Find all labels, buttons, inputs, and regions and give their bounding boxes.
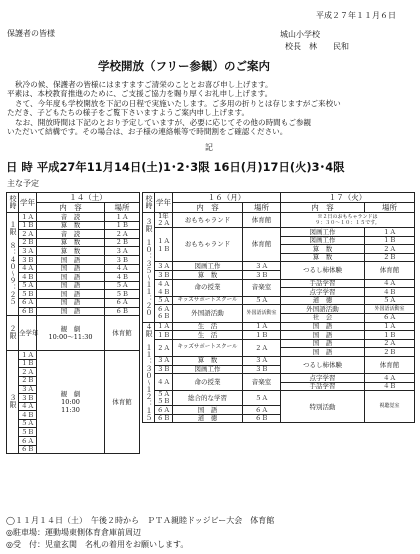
table-cell: ５Ａ [243,296,281,305]
table-cell: 社 会 [281,313,365,322]
header-day-16: １６（月） [173,193,281,203]
table-cell: 図画工作 [281,236,365,245]
table-cell: ２Ａ [19,230,37,239]
header-day-17: １７（火） [281,193,415,203]
event-note: ◯１１月１４日（土） 午後２時から ＰＴＡ親睦ドッジビー大会 体育館 [6,516,275,525]
table-cell: 算 数 [281,245,365,254]
table-cell: 視聴覚室 [365,391,415,423]
table-cell: 生 活 [173,322,243,331]
table-cell: １Ｂ [19,359,37,368]
table-cell: 外国語活動室 [365,305,415,314]
reception-note: ◎受 付：児童玄関 名札の着用をお願いします。 [6,540,189,549]
table-cell: 国 語 [281,348,365,357]
table-cell: 国 語 [37,281,105,290]
table-cell: １Ａ [243,322,281,331]
table-cell: 国 語 [281,322,365,331]
principal-name: 校長 林 民和 [285,42,349,51]
table-cell: ５Ａ [155,296,173,305]
table-cell: １Ｂ [19,221,37,230]
intro-line: 秋冷の候、保護者の皆様にはますますご清栄のこととお喜び申し上げます。 [15,80,273,89]
document-date: 平成２７年１１月６日 [316,11,396,20]
table-cell: ４Ａ [155,374,173,391]
table-cell: ５Ｂ [19,428,37,437]
header-place: 場所 [105,203,140,213]
table-cell: ３Ａ [19,385,37,394]
intro-line: なお、開放時間は下記のとおり予定していますが、必要に応じてその他の時間もご参観 [15,117,312,127]
table-cell: ５Ａ [105,281,140,290]
table-cell: 観 劇 10:00〜11:30 [37,316,105,351]
plan-heading: 主な予定 [7,179,39,188]
table-cell: 生 活 [173,331,243,340]
table-cell: ３Ｂ [243,270,281,279]
table-cell: つるし柿体験 [281,262,365,279]
table-cell: ２Ｂ [19,376,37,385]
table-cell: ４Ａ [365,374,415,383]
table-cell: 図画工作 [281,228,365,237]
table-cell: ２Ａ [19,368,37,377]
table-cell: 国 語 [173,406,243,415]
intro-line: 平素は、本校教育推進のために、ご支援ご協力を賜り厚くお礼申し上げます。 [7,89,273,99]
table-cell: 音楽室 [243,279,281,296]
table-cell: ６Ｂ [19,307,37,316]
header-content: 内 容 [281,203,365,213]
table-cell: ３Ｂ [105,255,140,264]
table-cell: ２Ａ [155,339,173,356]
table-cell: ４Ｂ [365,382,415,391]
table-cell: １Ｂ [243,331,281,340]
table-cell: 体育館 [105,316,140,351]
table-cell: ４Ｂ [365,288,415,297]
table-cell: キッズサポートスクール [173,296,243,305]
header-period: 校時 [143,193,155,213]
table-cell: ３Ｂ [155,365,173,374]
intro-line: いただいて結構です。その場合は、お子様の連絡帳等で時間割をご確認ください。 [7,127,288,137]
table-cell: ５Ｂ [105,290,140,299]
table-cell: ６Ｂ [243,414,281,423]
table-cell: 音 読 [37,230,105,239]
table-cell: ２Ａ [243,339,281,356]
table-cell: ２Ｂ [105,238,140,247]
header-content: 内 容 [37,203,105,213]
table-cell: ２Ｂ [19,238,37,247]
table-cell: ２Ｂ [365,253,415,262]
table-cell: ６Ａ [155,406,173,415]
table-cell: 点字学習 [281,374,365,383]
ki-label: 記 [205,143,213,152]
header-content: 内 容 [173,203,243,213]
table-cell: 算 数 [37,238,105,247]
table-cell: ４Ａ [105,264,140,273]
period-3: ３限 １０：３５〜１１：２０ [143,213,155,323]
table-cell: ４Ｂ [19,411,37,420]
table-cell: 外国語活動 [173,305,243,322]
table-cell: 国 語 [37,273,105,282]
schedule-line: 日 時 平成27年11月14日(土)1･2･3限 16日(月)17日(火)3･4限 [6,160,345,174]
header-grade: 学年 [19,193,37,213]
table-cell: 道 徳 [281,296,365,305]
table-cell: ３Ａ [243,262,281,271]
table-cell: 総合的な学習 [173,391,243,406]
table-cell: ４Ａ [19,402,37,411]
period-1: １限 ８：４０〜９：２５ [7,213,19,316]
table-cell: ６Ａ [19,298,37,307]
table-cell: ３Ａ [243,356,281,365]
table-cell: 体育館 [243,213,281,228]
table-cell: ２Ａ [365,339,415,348]
table-cell: 音楽室 [243,374,281,391]
table-cell: つるし柿体験 [281,356,365,373]
table-cell: 算 数 [37,247,105,256]
table-cell: ３Ｂ [19,255,37,264]
table-cell: 外国語活動 [281,305,365,314]
school-name: 城山小学校 [280,30,320,39]
intro-line: ただき、子どもたちの様子をご覧下さいますようご案内申し上げます。 [7,108,250,118]
table-cell: １Ａ [105,213,140,222]
table-cell: ３Ａ [19,247,37,256]
table-cell: ５Ａ [19,281,37,290]
table-cell: 外国語活動室 [243,305,281,322]
table-cell: １Ａ [365,228,415,237]
schedule-table-saturday [6,192,140,454]
table-cell: １Ｂ [105,221,140,230]
schedule-table-weekdays [142,192,415,423]
table-cell: 手話学習 [281,279,365,288]
table-cell: ３Ｂ [155,270,173,279]
table-cell: ６Ｂ [155,414,173,423]
table-cell: ６Ａ [105,298,140,307]
table-cell: 国 語 [37,298,105,307]
table-cell: １Ｂ [155,331,173,340]
table-cell: ３Ｂ [19,394,37,403]
table-cell: ２Ａ [105,230,140,239]
table-cell: ５Ａ [243,391,281,406]
table-cell: ５Ｂ [19,290,37,299]
table-cell: 算 数 [173,356,243,365]
table-cell: １Ａ [19,213,37,222]
table-cell: ６Ａ ６Ｂ [155,305,173,322]
table-cell: ４Ａ [19,264,37,273]
table-cell: おもちゃランド [173,228,243,262]
period-3: ３限 [7,351,19,454]
table-cell: 体育館 [105,351,140,454]
tuesday-note: ※２日のおもちゃランドは ９：３０〜１０：１５です。 [281,213,415,228]
period-2: ２限 [7,316,19,351]
table-cell: 点字学習 [281,288,365,297]
intro-text [7,80,341,136]
table-cell: 観 劇 10:00 11:30 [37,351,105,454]
table-cell: 国 語 [37,264,105,273]
table-cell: ５Ａ [365,296,415,305]
table-cell: ２Ａ [365,245,415,254]
all-grades: 全学年 [19,316,37,351]
recipient: 保護者の皆様 [7,29,55,38]
table-cell: 道 徳 [173,414,243,423]
table-cell: 体育館 [243,228,281,262]
table-cell: キッズサポートスクール [173,339,243,356]
table-cell: ４Ｂ [105,273,140,282]
table-cell: ６Ａ [19,437,37,446]
table-cell: 国 語 [37,290,105,299]
table-cell: ４Ａ ４Ｂ [155,279,173,296]
table-cell: 図画工作 [173,365,243,374]
header-place: 場所 [243,203,281,213]
header-period: 校時 [7,193,19,213]
table-cell: 国 語 [37,307,105,316]
table-cell: 算 数 [173,270,243,279]
table-cell: 算 数 [281,253,365,262]
table-cell: ４Ｂ [19,273,37,282]
table-cell: 体育館 [365,356,415,373]
table-cell: 国 語 [37,255,105,264]
table-cell: １Ｂ [365,236,415,245]
table-cell: 手話学習 [281,382,365,391]
table-cell: 図画工作 [173,262,243,271]
table-cell: ３Ａ [105,247,140,256]
header-day-14: １４（土） [37,193,140,203]
table-cell: １Ａ [19,351,37,360]
table-cell: 特別活動 [281,391,365,423]
table-cell: ３Ａ [155,262,173,271]
table-cell: ４Ａ [365,279,415,288]
table-cell: 算 数 [37,221,105,230]
table-cell: 命の授業 [173,279,243,296]
table-cell: 国 語 [281,339,365,348]
table-cell: ６Ｂ [105,307,140,316]
table-cell: ２Ｂ [365,348,415,357]
period-4: ４限 １１：３０〜１２：１５ [143,322,155,423]
header-grade: 学年 [155,193,173,213]
table-cell: ６Ａ [243,406,281,415]
table-cell: ６Ａ [365,313,415,322]
table-cell: ３Ｂ [243,365,281,374]
header-place: 場所 [365,203,415,213]
table-cell: 音 読 [37,213,105,222]
table-cell: １Ａ [365,322,415,331]
table-cell: 体育館 [365,262,415,279]
page-title: 学校開放（フリー参観）のご案内 [98,59,271,73]
table-cell: 国 語 [281,331,365,340]
parking-note: ◎駐車場：運動場東側体育倉庫前周辺 [6,528,141,537]
table-cell: おもちゃランド [173,213,243,228]
table-cell: １Ａ １Ｂ [155,228,173,262]
table-cell: １Ａ [155,322,173,331]
table-cell: １Ｂ [365,331,415,340]
table-cell: 1年 ２Ａ [155,213,173,228]
intro-line: さて、今年度も学校開放を下記の日程で実施いたします。ご多用の折りとは存じますがご来校い [15,98,341,108]
table-cell: ６Ｂ [19,445,37,454]
table-cell: ５Ａ ５Ｂ [155,391,173,406]
table-cell: 命の授業 [173,374,243,391]
table-cell: ３Ａ [155,356,173,365]
table-cell: ５Ａ [19,419,37,428]
